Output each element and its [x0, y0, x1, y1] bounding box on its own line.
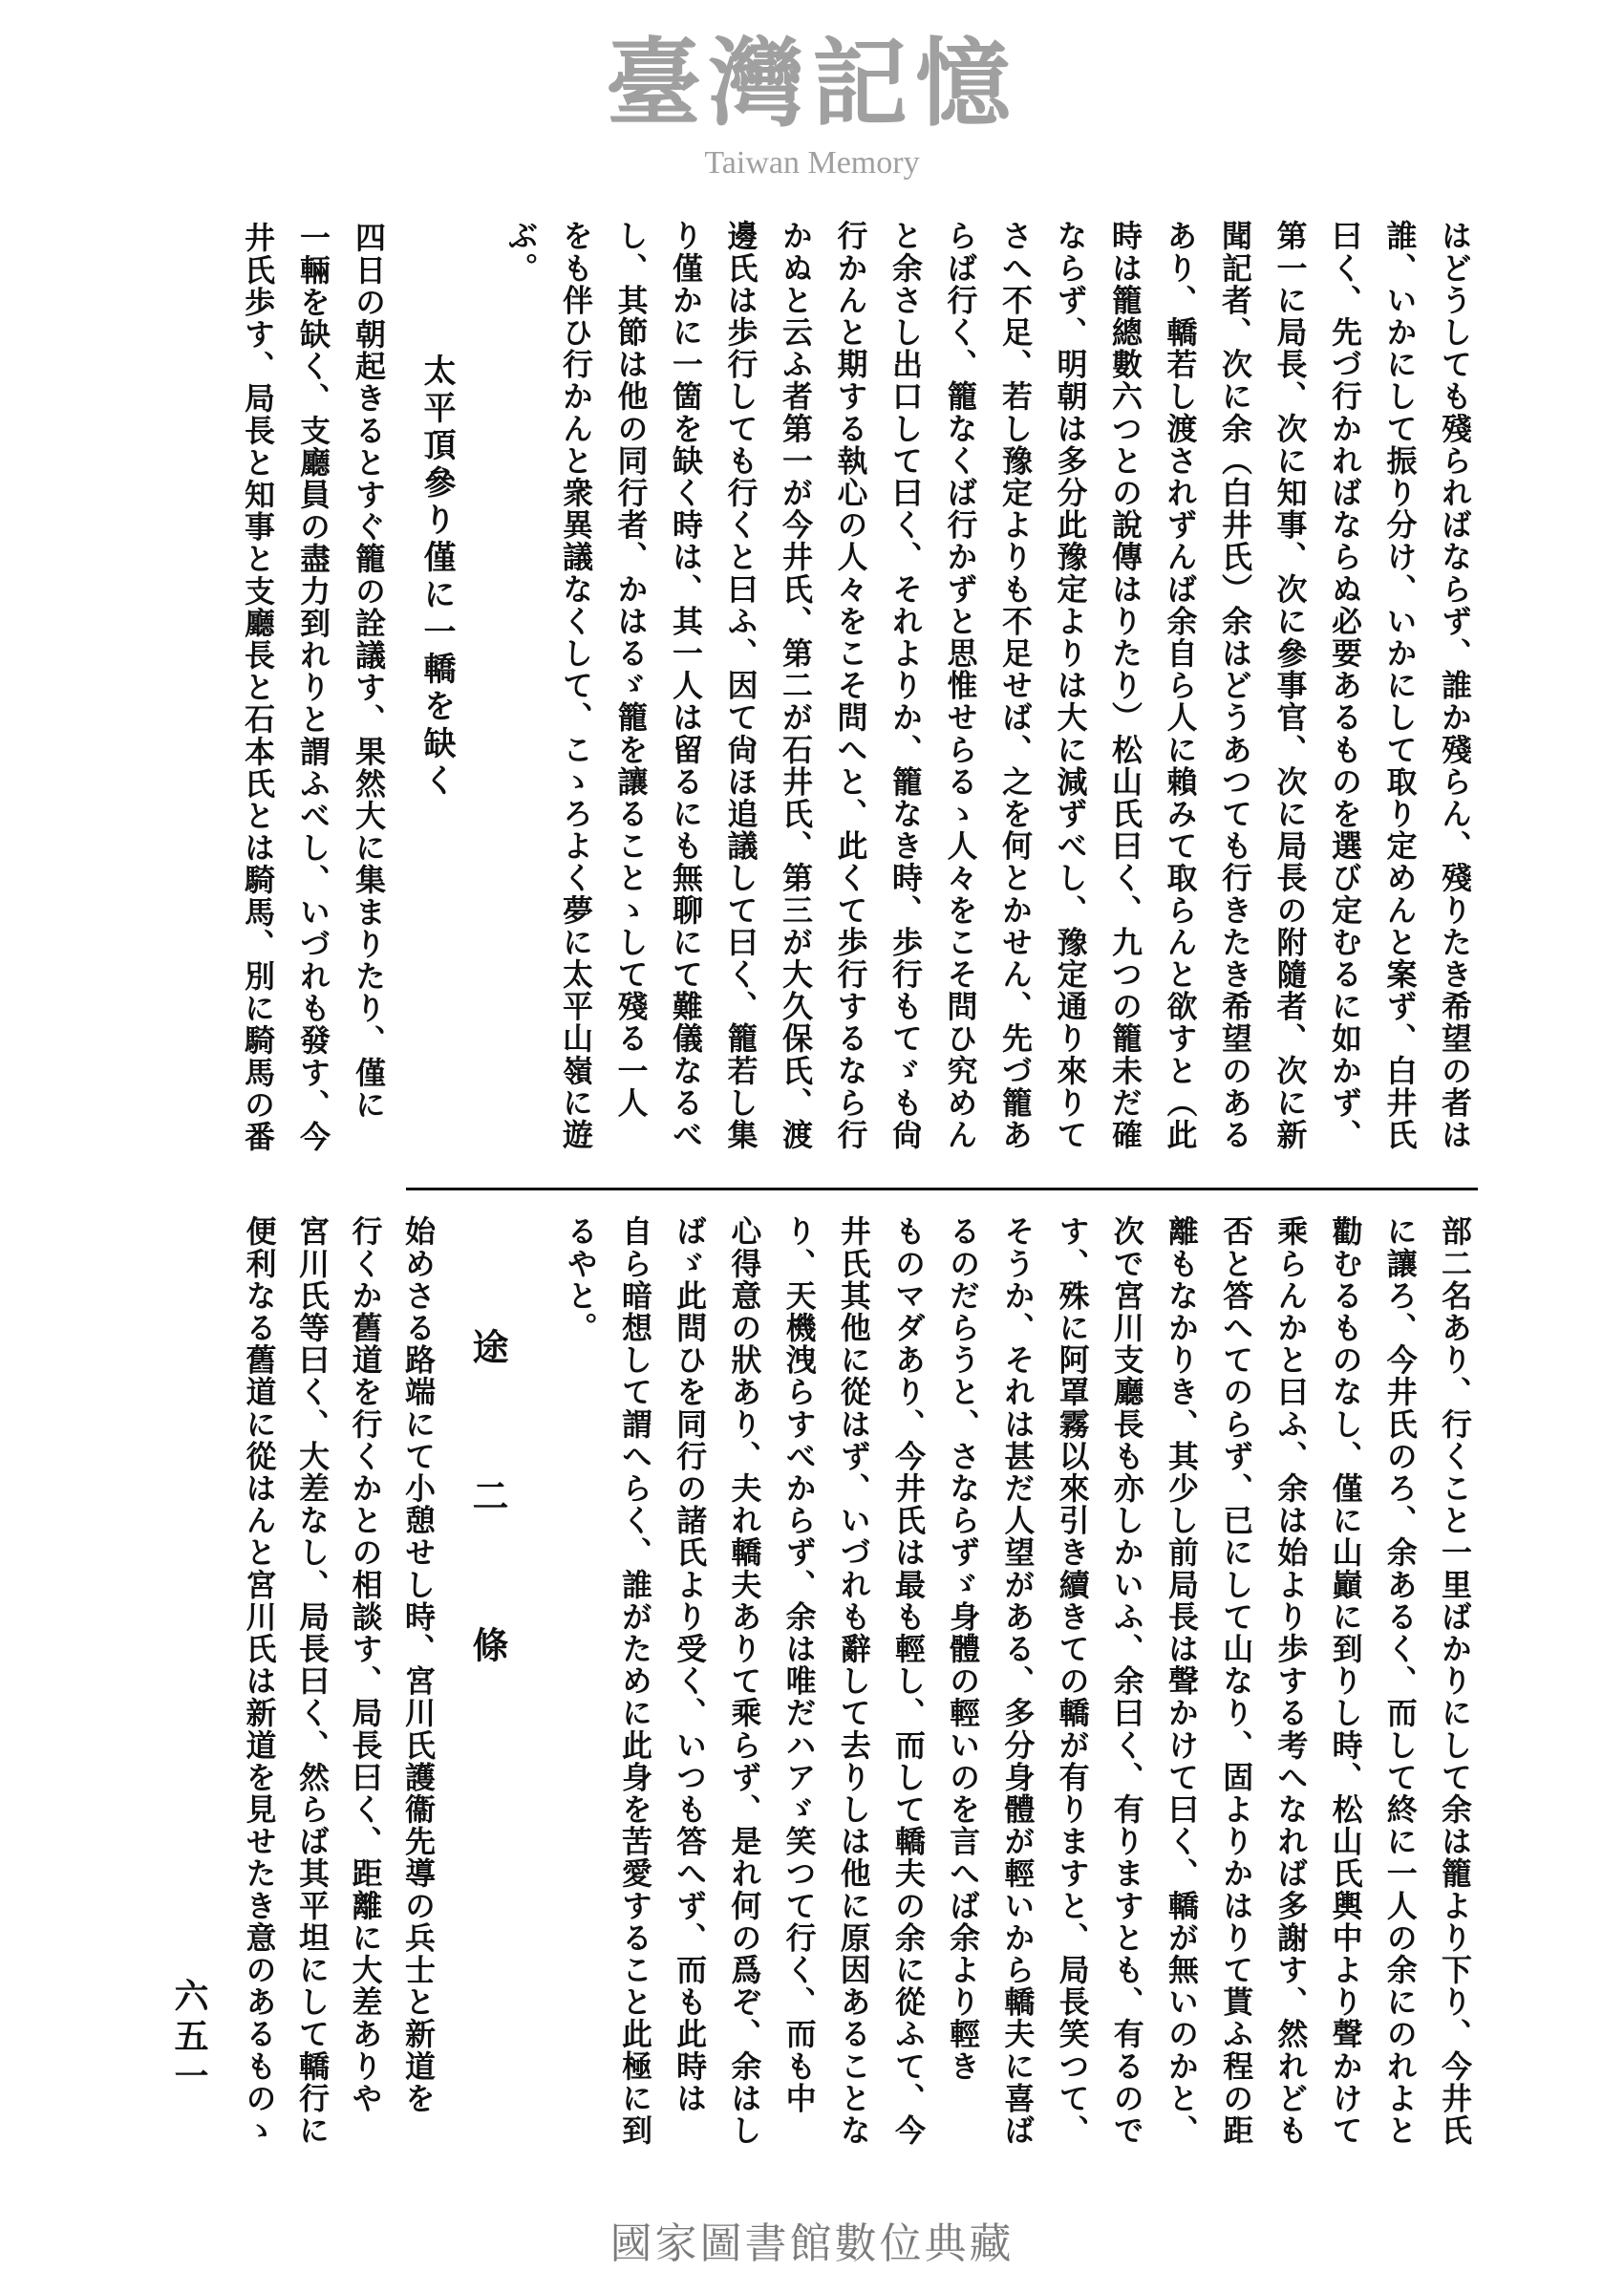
text-column: 邊氏は歩行しても行くと曰ふ、因て尙ほ追議して曰く、籠若し集	[722, 220, 759, 1151]
text-column: はどうしても殘らればならず、誰か殘らん、殘りたき希望の者は	[1437, 220, 1473, 1151]
text-column: 便利なる舊道に從はんと宮川氏は新道を見せたき意のあるものゝ	[241, 1215, 278, 2147]
text-column: 行くか舊道を行くかとの相談す、局長曰く、距離に大差ありや	[347, 1215, 384, 2114]
text-column: り、天機洩らすべからず、余は唯だハアゞ笑つて行く、而も中	[780, 1215, 818, 2114]
text-column: をも伴ひ行かんと衆異議なくして、こゝろよく夢に太平山嶺に遊	[558, 220, 594, 1151]
text-column: 行かんと期する執心の人々をこそ問へと、此くて歩行するなら行	[832, 220, 869, 1151]
text-column: 誰、いかにして振り分け、いかにして取り定めんと案ず、白井氏	[1381, 220, 1419, 1151]
text-column: に讓ろ、今井氏のろ、余あるく、而して終に一人の余にのれよと	[1381, 1215, 1419, 2147]
text-block-bottom	[553, 1215, 1482, 2146]
text-column: 第一に局長、次に知事、次に參事官、次に局長の附隨者、次に新	[1271, 220, 1309, 1151]
text-block-bottom-after-heading	[232, 1215, 444, 2146]
text-column: 乘らんかと曰ふ、余は始より歩する考へなれば多謝す、然れども	[1272, 1215, 1310, 2147]
watermark-text: 臺灣記憶	[606, 27, 1018, 139]
text-column: 曰く、先づ行かればならぬ必要あるものを選び定むるに如かず、	[1327, 220, 1363, 1151]
page-number: 六五一	[169, 1978, 209, 2098]
section-heading-two-roads: 途二條	[466, 1328, 509, 1775]
text-column: す、殊に阿罩霧以來引き續きての轎が有りますと、局長笑つて、	[1054, 1215, 1091, 2147]
text-column: ぶ。	[502, 220, 540, 285]
text-column: 心得意の狀あり、夫れ轎夫ありて乘らず、是れ何の爲ぞ、余はし	[726, 1215, 763, 2147]
text-column: 時は籠總數六つとの說傳はりたり）松山氏曰く、九つの籠未だ確	[1107, 220, 1143, 1151]
text-column: 井氏歩す、局長と知事と支廳長と石本氏とは騎馬、別に騎馬の番	[240, 222, 276, 1153]
text-column: と余さし出口して曰く、それよりか、籠なき時、歩行もてゞも尙	[887, 220, 924, 1151]
text-column: るのだらうと、さならずゞ身體の輕いのを言へば余より輕き	[945, 1215, 982, 2083]
text-column: らば行く、籠なくば行かずと思惟せらるゝ人々をこそ問ひ究めん	[942, 220, 979, 1151]
text-column: 部二名あり、行くこと一里ばかりにして余は籠より下り、今井氏	[1437, 1215, 1473, 2147]
text-column: るやと。	[562, 1215, 599, 1344]
text-column: ばゞ此問ひを同行の諸氏より受く、いつも答へず、而も此時は	[672, 1215, 709, 2114]
text-column: 井氏其他に從はず、いづれも辭して去りしは他に原因あることな	[835, 1215, 872, 2147]
watermark-logo	[573, 29, 1051, 196]
text-column: 一輛を缺く、支廳員の盡力到れりと謂ふべし、いづれも發す、今	[295, 222, 331, 1153]
text-block-top-after-heading	[230, 222, 396, 1152]
text-column: 次で宮川支廳長も亦しかいふ、余曰く、有りますとも、有るので	[1108, 1215, 1145, 2147]
text-column: 否と答へてのらず、已にして山なり、固よりかはりて貰ふ程の距	[1218, 1215, 1255, 2147]
text-column: り僅かに一箇を缺く時は、其一人は留るにも無聊にて難儀なるべ	[668, 220, 704, 1151]
text-column: あり、轎若し渡されずんば余自ら人に賴みて取らんと欲すと（此	[1162, 220, 1199, 1151]
text-column: 四日の朝起きるとすぐ籠の詮議す、果然大に集まりたり、僅に	[351, 222, 387, 1121]
text-column: さへ不足、若し豫定よりも不足せば、之を何とかせん、先づ籠あ	[997, 220, 1034, 1151]
section-divider	[406, 1188, 1478, 1190]
text-column: 勸むるものなし、僅に山巓に到りし時、松山氏輿中より聲かけて	[1327, 1215, 1364, 2147]
footer-archive-credit: 國家圖書館數位典藏	[609, 2219, 1015, 2268]
text-column: し、其節は他の同行者、かはるゞ籠を讓ることゝして殘る一人	[612, 220, 650, 1119]
text-column: 離もなかりき、其少し前局長は聲かけて曰く、轎が無いのかと、	[1163, 1215, 1200, 2147]
watermark-subtext: Taiwan Memory	[704, 145, 920, 181]
text-column: かぬと云ふ者第一が今井氏、第二が石井氏、第三が大久保氏、渡	[778, 220, 814, 1151]
text-column: 始めさる路端にて小憩せし時、宮川氏護衞先導の兵士と新道を	[400, 1215, 437, 2114]
text-column: 宮川氏等曰く、大差なし、局長曰く、然らば其平坦にして轎行に	[294, 1215, 331, 2147]
section-heading-taiheicho: 太平頂參り僅に一轎を缺く	[417, 354, 456, 801]
text-block-top	[493, 220, 1482, 1150]
text-column: 聞記者、次に余（白井氏）余はどうあつても行きたき希望のある	[1217, 220, 1253, 1151]
text-column: 自ら暗想して謂へらく、誰がために此身を苦愛すること此極に到	[616, 1215, 653, 2147]
text-column: そうか、それは甚だ人望がある、多分身體が輕いから轎夫に喜ば	[999, 1215, 1036, 2147]
text-column: ものマダあり、今井氏は最も輕し、而して轎夫の余に從ふて、今	[889, 1215, 927, 2147]
text-column: ならず、明朝は多分此豫定よりは大に減ずべし、豫定通り來りて	[1052, 220, 1089, 1151]
